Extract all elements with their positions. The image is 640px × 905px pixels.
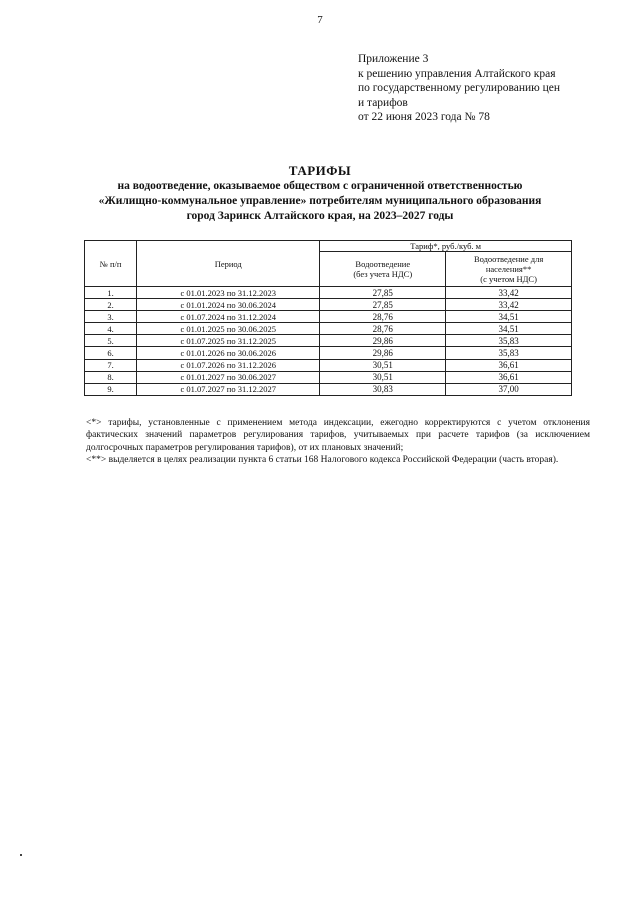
header-wastewater: [320, 252, 446, 287]
row-number-cell: 9.: [85, 383, 137, 395]
row-tariff-cell: 29,86: [320, 335, 446, 347]
row-number-cell: 6.: [85, 347, 137, 359]
row-number-cell: 5.: [85, 335, 137, 347]
row-number-cell: 8.: [85, 371, 137, 383]
row-tariff-cell: 28,76: [320, 323, 446, 335]
table-row: [85, 323, 572, 335]
row-period-cell: с 01.07.2025 по 31.12.2025: [137, 335, 320, 347]
row-number-cell: 4.: [85, 323, 137, 335]
scan-mark: [20, 854, 22, 856]
header-line: населения**: [485, 264, 532, 274]
table-row: [85, 371, 572, 383]
row-period-cell: с 01.01.2027 по 30.06.2027: [137, 371, 320, 383]
row-period-cell: с 01.01.2024 по 30.06.2024: [137, 299, 320, 311]
row-number-cell: 2.: [85, 299, 137, 311]
table-row: [85, 347, 572, 359]
row-tariff-cell: 27,85: [320, 287, 446, 299]
title-line: на водоотведение, оказываемое обществом с ограниченной ответственностью: [117, 180, 523, 192]
header-line: (с учетом НДС): [480, 274, 537, 284]
appendix-line: и тарифов: [358, 96, 408, 109]
appendix-line: от 22 июня 2023 года № 78: [358, 111, 490, 123]
row-tariff-vat-cell: 33,42: [446, 299, 572, 311]
row-tariff-cell: 30,83: [320, 383, 446, 395]
row-period-cell: с 01.07.2027 по 31.12.2027: [137, 383, 320, 395]
row-tariff-vat-cell: 35,83: [446, 335, 572, 347]
appendix-line: по государственному регулированию цен: [358, 82, 561, 94]
row-number-cell: 1.: [85, 287, 137, 299]
header-period: Период: [137, 241, 320, 287]
footnote-2: <**> выделяется в целях реализации пункта 6 статьи 168 Налогового кодекса Российской Федерации (часть вторая).: [86, 455, 559, 466]
footnotes: [86, 417, 590, 467]
table-row: [85, 311, 572, 323]
row-tariff-vat-cell: 33,42: [446, 287, 572, 299]
row-period-cell: с 01.01.2026 по 30.06.2026: [137, 347, 320, 359]
page-number: 7: [317, 14, 323, 26]
appendix-block: [358, 52, 618, 125]
row-tariff-cell: 30,51: [320, 371, 446, 383]
row-tariff-vat-cell: 36,61: [446, 359, 572, 371]
header-num: № п/п: [85, 241, 137, 287]
footnote-1: <*> тарифы, установленные с применением метода индексации, ежегодно корректируются с учетом отклонения фактических значений параметров регулирования тарифов, учитываемых при расчете тарифов (за исключением долгосрочных параметров регулирования тарифов), от их плановых значений;: [86, 418, 590, 453]
row-period-cell: с 01.01.2023 по 31.12.2023: [137, 287, 320, 299]
header-line: Водоотведение: [355, 259, 411, 269]
table-row: [85, 383, 572, 395]
header-line: Водоотведение для: [473, 254, 544, 264]
row-tariff-vat-cell: 36,61: [446, 371, 572, 383]
table-row: [85, 359, 572, 371]
row-number-cell: 3.: [85, 311, 137, 323]
title-line: город Заринск Алтайского края, на 2023–2027 годы: [186, 210, 454, 222]
title-main: ТАРИФЫ: [288, 163, 352, 178]
row-tariff-vat-cell: 34,51: [446, 323, 572, 335]
row-tariff-cell: 30,51: [320, 359, 446, 371]
table-row: [85, 335, 572, 347]
row-period-cell: с 01.07.2024 по 31.12.2024: [137, 311, 320, 323]
appendix-line: Приложение 3: [358, 53, 429, 65]
row-tariff-cell: 29,86: [320, 347, 446, 359]
header-line: (без учета НДС): [353, 269, 413, 279]
row-tariff-cell: 27,85: [320, 299, 446, 311]
row-tariff-vat-cell: 34,51: [446, 311, 572, 323]
tariff-table: [84, 240, 572, 396]
table-body: [85, 287, 572, 396]
header-tariff-group: Тариф*, руб./куб. м: [320, 241, 572, 252]
appendix-line: к решению управления Алтайского края: [358, 67, 556, 80]
table-row: [85, 287, 572, 299]
table-row: [85, 299, 572, 311]
row-tariff-vat-cell: 35,83: [446, 347, 572, 359]
row-period-cell: с 01.07.2026 по 31.12.2026: [137, 359, 320, 371]
row-tariff-cell: 28,76: [320, 311, 446, 323]
document-title: [40, 163, 600, 224]
row-tariff-vat-cell: 37,00: [446, 383, 572, 395]
row-number-cell: 7.: [85, 359, 137, 371]
row-period-cell: с 01.01.2025 по 30.06.2025: [137, 323, 320, 335]
title-line: «Жилищно-коммунальное управление» потребителям муниципального образования: [98, 195, 542, 207]
header-wastewater-population: [446, 252, 572, 287]
